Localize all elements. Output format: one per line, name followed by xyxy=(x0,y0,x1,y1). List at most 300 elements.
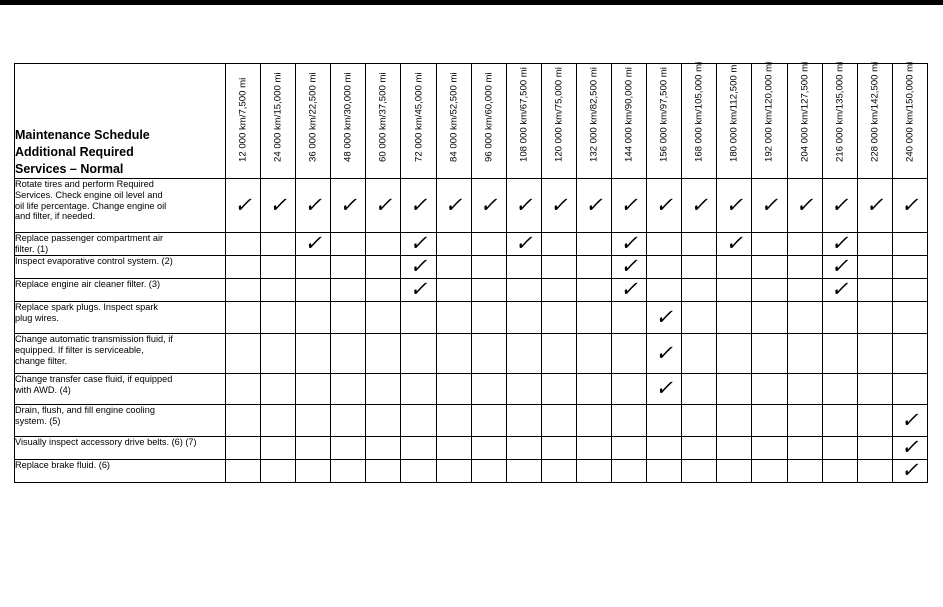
checkmark-icon: ✓ xyxy=(550,192,568,217)
schedule-cell xyxy=(471,233,506,256)
service-text-line: Change automatic transmission fluid, if xyxy=(15,334,173,344)
schedule-cell xyxy=(471,460,506,483)
service-text-line: Services. Check engine oil level and xyxy=(15,189,163,200)
interval-label: 108 000 km/67,500 mi xyxy=(518,67,530,162)
schedule-cell xyxy=(506,256,541,279)
schedule-cell xyxy=(752,374,787,405)
schedule-cell xyxy=(401,302,436,334)
checkmark-icon: ✓ xyxy=(585,192,603,217)
schedule-cell xyxy=(471,179,506,233)
schedule-cell xyxy=(857,233,892,256)
checkmark-icon: ✓ xyxy=(901,435,919,459)
service-description xyxy=(15,179,226,233)
schedule-cell xyxy=(717,405,752,437)
schedule-cell xyxy=(506,437,541,460)
schedule-cell xyxy=(857,256,892,279)
schedule-cell xyxy=(612,374,647,405)
schedule-cell xyxy=(226,460,261,483)
interval-label: 192 000 km/120,000 mi xyxy=(763,61,775,162)
schedule-cell xyxy=(541,256,576,279)
checkmark-icon: ✓ xyxy=(725,231,744,255)
schedule-cell xyxy=(226,279,261,302)
interval-label: 144 000 km/90,000 mi xyxy=(623,67,635,162)
checkmark-icon: ✓ xyxy=(725,192,744,217)
schedule-cell xyxy=(296,437,331,460)
schedule-cell xyxy=(752,302,787,334)
schedule-cell xyxy=(752,233,787,256)
interval-label: 48 000 km/30,000 mi xyxy=(342,72,354,162)
schedule-cell xyxy=(506,334,541,374)
schedule-cell xyxy=(226,374,261,405)
service-text-line: plug wires. xyxy=(15,312,59,323)
schedule-cell xyxy=(822,374,857,405)
service-text-line: Replace engine air cleaner filter. (3) xyxy=(15,279,161,289)
schedule-cell xyxy=(471,405,506,437)
schedule-cell xyxy=(331,460,366,483)
schedule-cell xyxy=(366,256,401,279)
interval-label: 156 000 km/97,500 mi xyxy=(658,67,670,162)
schedule-cell xyxy=(647,374,682,405)
title-line-3: Services – Normal xyxy=(15,162,124,176)
schedule-cell xyxy=(612,460,647,483)
service-row xyxy=(15,374,928,405)
schedule-cell xyxy=(857,279,892,302)
schedule-cell xyxy=(822,179,857,233)
schedule-cell xyxy=(226,334,261,374)
service-text-line: system. (5) xyxy=(15,415,61,426)
schedule-cell xyxy=(436,279,471,302)
schedule-cell xyxy=(752,405,787,437)
schedule-cell xyxy=(892,405,927,437)
schedule-cell xyxy=(647,179,682,233)
schedule-cell xyxy=(331,256,366,279)
interval-label: 96 000 km/60,000 mi xyxy=(483,72,495,162)
schedule-cell xyxy=(857,334,892,374)
schedule-cell xyxy=(752,437,787,460)
interval-header xyxy=(822,61,857,179)
service-text-line: Drain, flush, and fill engine cooling xyxy=(15,405,155,415)
schedule-cell xyxy=(401,405,436,437)
schedule-cell xyxy=(576,302,611,334)
schedule-cell xyxy=(787,334,822,374)
schedule-cell xyxy=(787,233,822,256)
schedule-cell xyxy=(471,374,506,405)
schedule-cell xyxy=(857,460,892,483)
service-text-line: filter. (1) xyxy=(15,243,49,254)
schedule-cell xyxy=(682,233,717,256)
service-row xyxy=(15,179,928,233)
schedule-cell xyxy=(682,460,717,483)
schedule-cell xyxy=(506,279,541,302)
schedule-cell xyxy=(787,279,822,302)
schedule-cell xyxy=(892,374,927,405)
table-title xyxy=(15,64,226,179)
interval-label: 12 000 km/7,500 mi xyxy=(237,77,249,162)
schedule-cell xyxy=(261,334,296,374)
schedule-cell xyxy=(892,302,927,334)
service-row xyxy=(15,302,928,334)
service-row xyxy=(15,460,928,483)
schedule-cell xyxy=(857,302,892,334)
schedule-cell xyxy=(401,279,436,302)
interval-label: 240 000 km/150,000 mi xyxy=(904,61,916,162)
schedule-cell xyxy=(436,302,471,334)
schedule-cell xyxy=(717,437,752,460)
schedule-cell xyxy=(822,405,857,437)
schedule-cell xyxy=(401,334,436,374)
schedule-cell xyxy=(541,302,576,334)
checkmark-icon: ✓ xyxy=(830,277,849,301)
checkmark-icon: ✓ xyxy=(409,231,428,255)
checkmark-icon: ✓ xyxy=(269,192,287,217)
schedule-cell xyxy=(296,179,331,233)
checkmark-icon: ✓ xyxy=(304,192,323,217)
checkmark-icon: ✓ xyxy=(655,340,673,365)
interval-header xyxy=(366,64,401,179)
schedule-cell xyxy=(436,233,471,256)
schedule-cell xyxy=(647,460,682,483)
title-line-2: Additional Required xyxy=(15,145,134,159)
schedule-cell xyxy=(682,179,717,233)
service-row xyxy=(15,334,928,374)
checkmark-icon: ✓ xyxy=(514,192,533,217)
service-text-line: Visually inspect accessory drive belts. (6) (7) xyxy=(15,437,197,447)
schedule-cell xyxy=(541,374,576,405)
schedule-cell xyxy=(612,256,647,279)
interval-header xyxy=(857,61,892,179)
schedule-cell xyxy=(436,405,471,437)
schedule-cell xyxy=(506,179,541,233)
schedule-cell xyxy=(857,405,892,437)
interval-header xyxy=(647,64,682,179)
checkmark-icon: ✓ xyxy=(760,192,779,217)
service-description xyxy=(15,302,226,334)
service-row xyxy=(15,233,928,256)
checkmark-icon: ✓ xyxy=(795,192,814,217)
schedule-cell xyxy=(576,405,611,437)
interval-header xyxy=(226,64,261,179)
schedule-cell xyxy=(576,334,611,374)
checkmark-icon: ✓ xyxy=(620,192,638,217)
schedule-cell xyxy=(506,405,541,437)
service-text-line: Replace spark plugs. Inspect spark xyxy=(15,302,158,312)
schedule-cell xyxy=(261,437,296,460)
schedule-cell xyxy=(682,437,717,460)
schedule-cell xyxy=(576,233,611,256)
service-description xyxy=(15,437,226,460)
schedule-cell xyxy=(787,437,822,460)
checkmark-icon: ✓ xyxy=(901,192,919,217)
schedule-cell xyxy=(401,460,436,483)
schedule-cell xyxy=(331,334,366,374)
checkmark-icon: ✓ xyxy=(479,192,498,217)
schedule-cell xyxy=(366,405,401,437)
interval-header xyxy=(892,61,927,179)
interval-header xyxy=(576,64,611,179)
schedule-cell xyxy=(787,256,822,279)
schedule-cell xyxy=(261,460,296,483)
schedule-cell xyxy=(366,179,401,233)
schedule-cell xyxy=(226,302,261,334)
schedule-cell xyxy=(296,334,331,374)
checkmark-icon: ✓ xyxy=(620,254,638,278)
schedule-cell xyxy=(261,302,296,334)
service-text-line: oil life percentage. Change engine oil xyxy=(15,200,167,211)
schedule-cell xyxy=(331,302,366,334)
service-text-line: equipped. If filter is serviceable, xyxy=(15,344,144,355)
schedule-cell xyxy=(366,279,401,302)
schedule-cell xyxy=(576,256,611,279)
service-description xyxy=(15,256,226,279)
schedule-cell xyxy=(506,233,541,256)
interval-header xyxy=(612,64,647,179)
schedule-cell xyxy=(576,179,611,233)
schedule-cell xyxy=(401,374,436,405)
interval-label: 168 000 km/105,000 mi xyxy=(693,61,705,162)
schedule-cell xyxy=(822,437,857,460)
interval-label: 228 000 km/142,500 mi xyxy=(869,61,881,162)
service-text-line: Inspect evaporative control system. (2) xyxy=(15,256,173,266)
schedule-cell xyxy=(436,334,471,374)
maintenance-schedule-table xyxy=(14,63,928,483)
schedule-cell xyxy=(401,233,436,256)
interval-header xyxy=(541,64,576,179)
schedule-cell xyxy=(612,302,647,334)
schedule-cell xyxy=(401,179,436,233)
schedule-cell xyxy=(296,460,331,483)
interval-label: 216 000 km/135,000 mi xyxy=(834,61,846,162)
schedule-cell xyxy=(682,334,717,374)
schedule-cell xyxy=(612,405,647,437)
schedule-cell xyxy=(261,179,296,233)
schedule-cell xyxy=(682,374,717,405)
schedule-cell xyxy=(752,460,787,483)
schedule-cell xyxy=(717,256,752,279)
schedule-cell xyxy=(752,334,787,374)
schedule-cell xyxy=(541,179,576,233)
checkmark-icon: ✓ xyxy=(409,254,428,278)
service-text-line: Change transfer case fluid, if equipped xyxy=(15,374,173,384)
schedule-cell xyxy=(226,437,261,460)
checkmark-icon: ✓ xyxy=(514,231,533,255)
interval-header xyxy=(506,64,541,179)
schedule-cell xyxy=(541,334,576,374)
interval-header xyxy=(401,64,436,179)
checkmark-icon: ✓ xyxy=(901,458,919,482)
schedule-cell xyxy=(612,437,647,460)
schedule-cell xyxy=(717,233,752,256)
interval-header xyxy=(717,64,752,179)
checkmark-icon: ✓ xyxy=(444,192,463,217)
schedule-cell xyxy=(261,279,296,302)
schedule-cell xyxy=(647,405,682,437)
schedule-cell xyxy=(541,233,576,256)
service-description xyxy=(15,460,226,483)
schedule-cell xyxy=(892,460,927,483)
schedule-cell xyxy=(331,405,366,437)
interval-header xyxy=(261,64,296,179)
schedule-cell xyxy=(296,374,331,405)
service-description xyxy=(15,374,226,405)
interval-header xyxy=(436,64,471,179)
checkmark-icon: ✓ xyxy=(865,192,884,217)
schedule-cell xyxy=(647,256,682,279)
schedule-cell xyxy=(892,256,927,279)
schedule-cell xyxy=(366,334,401,374)
schedule-cell xyxy=(647,302,682,334)
schedule-cell xyxy=(892,279,927,302)
checkmark-icon: ✓ xyxy=(655,304,673,329)
schedule-cell xyxy=(366,437,401,460)
schedule-cell xyxy=(331,374,366,405)
schedule-cell xyxy=(226,256,261,279)
checkmark-icon: ✓ xyxy=(830,254,849,278)
interval-label: 132 000 km/82,500 mi xyxy=(588,67,600,162)
schedule-cell xyxy=(261,256,296,279)
service-description xyxy=(15,334,226,374)
schedule-cell xyxy=(717,179,752,233)
schedule-cell xyxy=(822,256,857,279)
schedule-cell xyxy=(436,437,471,460)
schedule-cell xyxy=(541,460,576,483)
service-text-line: change filter. xyxy=(15,355,68,366)
interval-label: 60 000 km/37,500 mi xyxy=(377,72,389,162)
checkmark-icon: ✓ xyxy=(830,231,849,255)
schedule-cell xyxy=(226,233,261,256)
schedule-cell xyxy=(296,233,331,256)
interval-header xyxy=(296,64,331,179)
schedule-cell xyxy=(541,437,576,460)
schedule-cell xyxy=(541,279,576,302)
schedule-cell xyxy=(822,233,857,256)
schedule-cell xyxy=(857,179,892,233)
service-row xyxy=(15,437,928,460)
checkmark-icon: ✓ xyxy=(339,192,358,217)
schedule-cell xyxy=(471,302,506,334)
schedule-cell xyxy=(752,256,787,279)
schedule-cell xyxy=(647,437,682,460)
schedule-cell xyxy=(612,179,647,233)
service-description xyxy=(15,405,226,437)
interval-header xyxy=(752,61,787,179)
interval-label: 180 000 km/112,500 mi xyxy=(728,62,740,162)
schedule-cell xyxy=(471,256,506,279)
schedule-cell xyxy=(822,334,857,374)
schedule-cell xyxy=(576,374,611,405)
schedule-cell xyxy=(261,374,296,405)
schedule-cell xyxy=(682,302,717,334)
schedule-cell xyxy=(226,405,261,437)
schedule-cell xyxy=(647,334,682,374)
service-text-line: and filter, if needed. xyxy=(15,211,96,222)
schedule-cell xyxy=(331,233,366,256)
schedule-cell xyxy=(366,460,401,483)
schedule-cell xyxy=(822,460,857,483)
schedule-cell xyxy=(471,437,506,460)
schedule-cell xyxy=(471,334,506,374)
schedule-cell xyxy=(296,279,331,302)
checkmark-icon: ✓ xyxy=(374,192,393,217)
interval-label: 36 000 km/22,500 mi xyxy=(307,72,319,162)
schedule-cell xyxy=(752,179,787,233)
checkmark-icon: ✓ xyxy=(655,376,673,400)
schedule-cell xyxy=(436,256,471,279)
schedule-cell xyxy=(296,256,331,279)
schedule-cell xyxy=(331,437,366,460)
schedule-cell xyxy=(612,334,647,374)
checkmark-icon: ✓ xyxy=(304,231,323,255)
schedule-cell xyxy=(296,405,331,437)
service-description xyxy=(15,233,226,256)
schedule-cell xyxy=(892,437,927,460)
schedule-cell xyxy=(752,279,787,302)
interval-header xyxy=(471,64,506,179)
service-text-line: Replace passenger compartment air xyxy=(15,233,164,243)
schedule-cell xyxy=(717,302,752,334)
schedule-cell xyxy=(787,374,822,405)
schedule-cell xyxy=(892,179,927,233)
interval-header xyxy=(682,61,717,179)
interval-header xyxy=(787,61,822,179)
schedule-cell xyxy=(822,279,857,302)
schedule-cell xyxy=(576,279,611,302)
checkmark-icon: ✓ xyxy=(620,277,638,301)
schedule-cell xyxy=(822,302,857,334)
schedule-cell xyxy=(787,179,822,233)
schedule-cell xyxy=(436,179,471,233)
service-row xyxy=(15,405,928,437)
schedule-cell xyxy=(857,374,892,405)
schedule-cell xyxy=(612,233,647,256)
schedule-cell xyxy=(541,405,576,437)
interval-label: 84 000 km/52,500 mi xyxy=(448,72,460,162)
schedule-cell xyxy=(647,233,682,256)
schedule-cell xyxy=(331,279,366,302)
schedule-cell xyxy=(717,460,752,483)
schedule-cell xyxy=(226,179,261,233)
checkmark-icon: ✓ xyxy=(901,407,919,432)
checkmark-icon: ✓ xyxy=(620,231,638,255)
checkmark-icon: ✓ xyxy=(409,277,428,301)
schedule-cell xyxy=(717,334,752,374)
schedule-cell xyxy=(471,279,506,302)
schedule-cell xyxy=(436,460,471,483)
schedule-cell xyxy=(506,302,541,334)
service-text-line: Replace brake fluid. (6) xyxy=(15,460,110,470)
schedule-cell xyxy=(506,374,541,405)
schedule-cell xyxy=(857,437,892,460)
interval-label: 120 000 km/75,000 mi xyxy=(553,67,565,162)
schedule-cell xyxy=(892,334,927,374)
checkmark-icon: ✓ xyxy=(830,192,849,217)
schedule-cell xyxy=(296,302,331,334)
top-rule xyxy=(0,0,943,5)
interval-header xyxy=(331,64,366,179)
service-description xyxy=(15,279,226,302)
schedule-cell xyxy=(612,279,647,302)
service-text-line: with AWD. (4) xyxy=(15,384,71,395)
schedule-cell xyxy=(506,460,541,483)
service-row xyxy=(15,256,928,279)
schedule-cell xyxy=(401,437,436,460)
schedule-cell xyxy=(787,460,822,483)
checkmark-icon: ✓ xyxy=(655,192,673,217)
service-text-line: Rotate tires and perform Required xyxy=(15,179,154,189)
checkmark-icon: ✓ xyxy=(690,192,709,217)
header-row xyxy=(15,64,928,179)
schedule-cell xyxy=(647,279,682,302)
schedule-cell xyxy=(787,302,822,334)
